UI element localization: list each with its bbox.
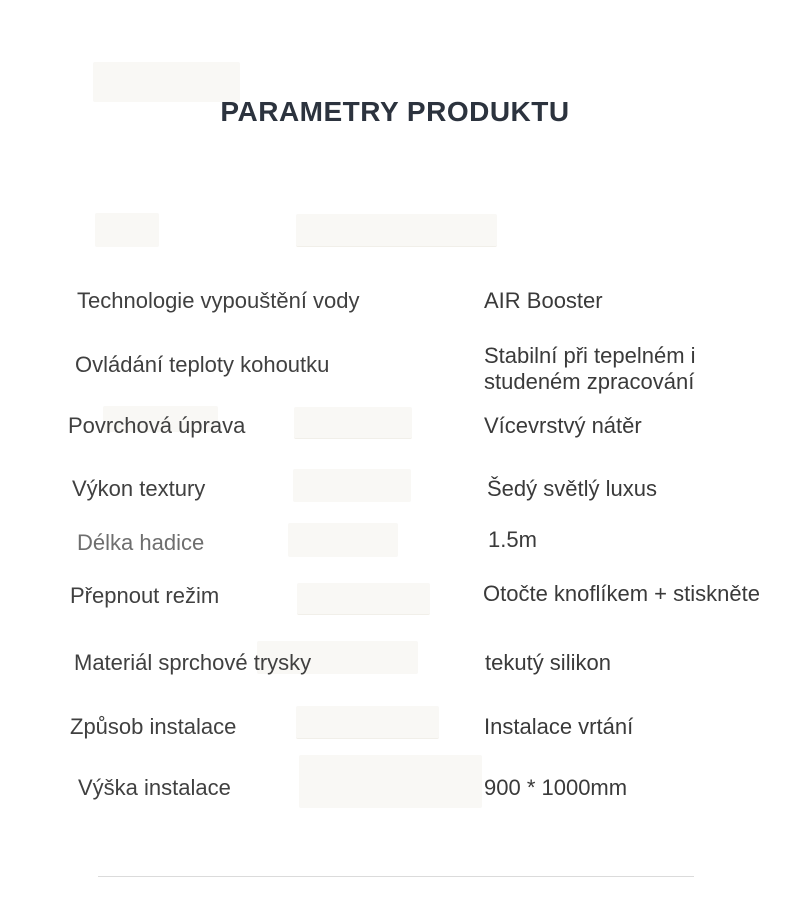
artifact-box xyxy=(288,523,398,557)
spec-label-texture: Výkon textury xyxy=(72,476,206,501)
spec-label-hose-length: Délka hadice xyxy=(77,530,205,555)
artifact-box xyxy=(293,469,411,502)
artifact-box xyxy=(296,706,439,739)
artifact-box xyxy=(297,583,430,615)
spec-label-install-height: Výška instalace xyxy=(78,775,231,800)
spec-value-mode-switch: Otočte knoflíkem + stiskněte xyxy=(483,581,760,606)
spec-value-water-tech: AIR Booster xyxy=(484,288,603,313)
spec-value-surface: Vícevrstvý nátěr xyxy=(484,413,642,438)
artifact-box xyxy=(95,213,159,247)
spec-label-surface: Povrchová úprava xyxy=(68,413,246,438)
spec-label-nozzle-material: Materiál sprchové trysky xyxy=(74,650,312,675)
spec-value-nozzle-material: tekutý silikon xyxy=(485,650,611,675)
spec-value-hose-length: 1.5m xyxy=(488,527,537,552)
spec-label-install-method: Způsob instalace xyxy=(70,714,237,739)
artifact-box xyxy=(296,214,497,247)
page-title: PARAMETRY PRODUKTU xyxy=(220,96,570,127)
artifact-box xyxy=(294,407,412,439)
spec-value-temp-control: Stabilní při tepelném i studeném zpracování xyxy=(484,343,696,394)
spec-value-texture: Šedý světlý luxus xyxy=(487,476,657,501)
artifact-box xyxy=(299,755,482,808)
spec-value-install-height: 900 * 1000mm xyxy=(484,775,628,800)
spec-label-water-tech: Technologie vypouštění vody xyxy=(77,288,360,313)
bottom-divider xyxy=(98,876,694,877)
spec-label-mode-switch: Přepnout režim xyxy=(70,583,220,608)
spec-label-temp-control: Ovládání teploty kohoutku xyxy=(75,352,330,377)
spec-value-install-method: Instalace vrtání xyxy=(484,714,634,739)
